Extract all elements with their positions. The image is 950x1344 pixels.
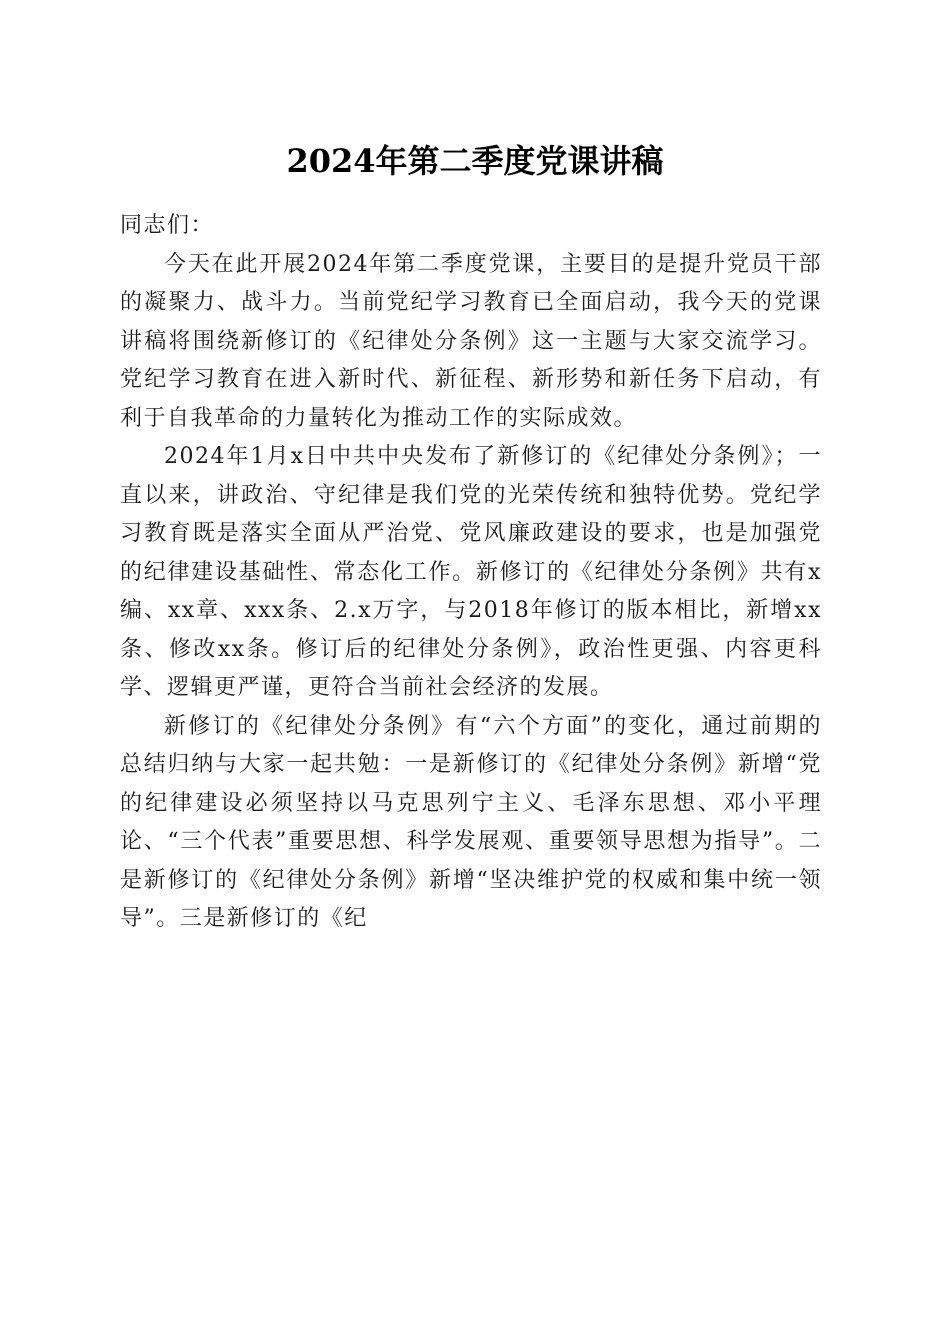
paragraph-2: 2024年1月x日中共中央发布了新修订的《纪律处分条例》；一直以来，讲政治、守纪律是我们党的光荣传统和独特优势。党纪学习教育既是落实全面从严治党、党风廉政建设的要求，也是加强党的纪律建设基础性、常态化工作。新修订的《纪律处分条例》共有x编、xx章、xxx条、2.x万字，与2018年修订的版本相比，新增xx条、修改xx条。修订后的纪律处分条例》，政治性更强、内容更科学、逻辑更严谨，更符合当前社会经济的发展。: [120, 444, 822, 700]
paragraph-3: 新修订的《纪律处分条例》有“六个方面”的变化，通过前期的总结归纳与大家一起共勉：一是新修订的《纪律处分条例》新增“党的纪律建设必须坚持以马克思列宁主义、毛泽东思想、邓小平理论、“三个代表”重要思想、科学发展观、重要领导思想为指导”。二是新修订的《纪律处分条例》新增“坚决维护党的权威和集中统一领导”。三是新修订的《纪: [120, 713, 822, 931]
paragraph-1: 今天在此开展2024年第二季度党课，主要目的是提升党员干部的凝聚力、战斗力。当前党纪学习教育已全面启动，我今天的党课讲稿将围绕新修订的《纪律处分条例》这一主题与大家交流学习。党纪学习教育在进入新时代、新征程、新形势和新任务下启动，有利于自我革命的力量转化为推动工作的实际成效。: [120, 251, 822, 431]
document-title: 2024年第二季度党课讲稿: [286, 142, 664, 180]
document-body: [120, 207, 822, 939]
salutation: 同志们：: [120, 213, 215, 238]
